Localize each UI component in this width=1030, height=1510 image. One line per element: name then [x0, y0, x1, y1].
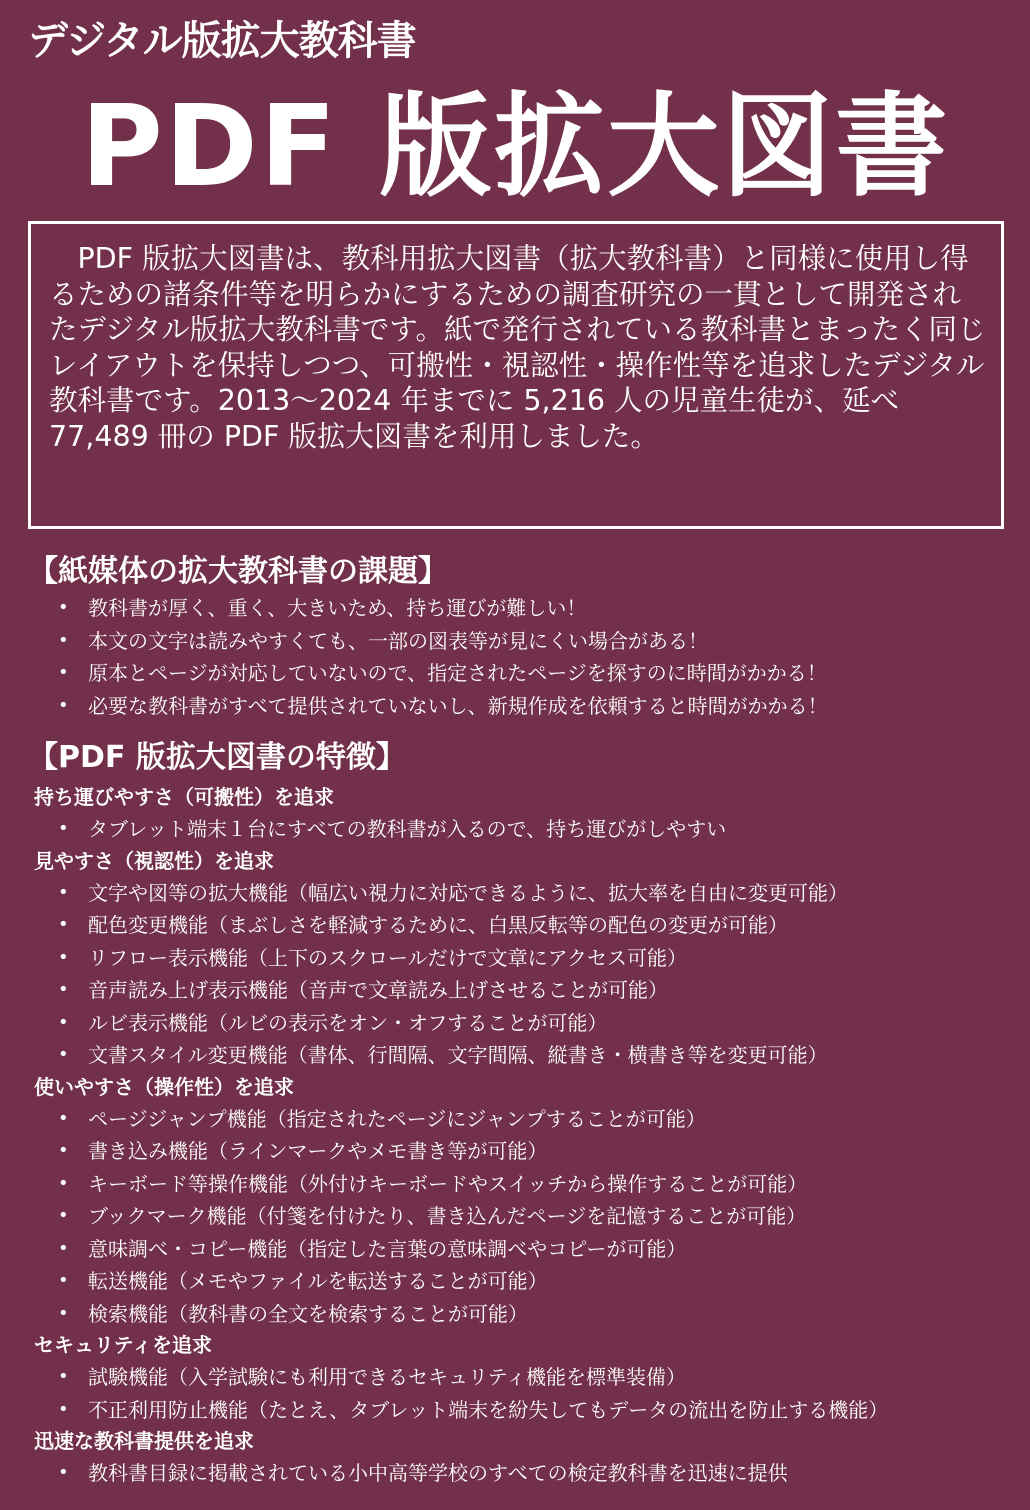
feature-item	[0, 1457, 1030, 1490]
feature-item	[0, 1265, 1030, 1298]
feature-item	[0, 1007, 1030, 1040]
bullet-icon: •	[58, 1205, 69, 1226]
feature-item	[0, 1103, 1030, 1136]
feature-group-title: セキュリティを追求	[34, 1333, 212, 1357]
feature-item	[0, 1200, 1030, 1233]
bullet-icon: •	[58, 1140, 69, 1161]
feature-text: ページジャンプ機能（指定されたページにジャンプすることが可能）	[88, 1106, 706, 1131]
bullet-icon: •	[58, 694, 69, 716]
bullet-icon: •	[58, 1462, 69, 1483]
issue-item	[0, 690, 1030, 723]
bullet-icon: •	[58, 1172, 69, 1194]
bullet-icon: •	[58, 1398, 69, 1420]
feature-group-operability	[0, 1072, 1030, 1331]
feature-list	[0, 1103, 1030, 1331]
feature-group-rapid-supply	[0, 1426, 1030, 1490]
feature-text: ブックマーク機能（付箋を付けたり、書き込んだページを記憶することが可能）	[88, 1204, 807, 1228]
feature-group-title: 使いやすさ（操作性）を追求	[34, 1074, 294, 1099]
feature-item	[0, 1298, 1030, 1331]
bullet-icon: •	[58, 1107, 69, 1129]
issue-text: 教科書が厚く、重く、大きいため、持ち運びが難しい！	[88, 596, 587, 620]
bullet-icon: •	[58, 597, 69, 618]
feature-item	[0, 974, 1030, 1007]
feature-text: 意味調べ・コピー機能（指定した言葉の意味調べやコピーが可能）	[88, 1236, 687, 1261]
feature-text: 教科書目録に掲載されている小中高等学校のすべての検定教科書を迅速に提供	[88, 1461, 788, 1485]
feature-list	[0, 877, 1030, 1072]
feature-item	[0, 1135, 1030, 1168]
intro-box	[28, 221, 1004, 529]
feature-item	[0, 1233, 1030, 1266]
issues-list	[0, 592, 1030, 722]
feature-list	[0, 1457, 1030, 1490]
bullet-icon: •	[58, 1302, 69, 1324]
feature-text: リフロー表示機能（上下のスクロールだけで文章にアクセス可能）	[88, 945, 687, 970]
bullet-icon: •	[58, 914, 69, 935]
feature-text: 試験機能（入学試験にも利用できるセキュリティ機能を標準装備）	[88, 1365, 686, 1389]
issue-item	[0, 625, 1030, 658]
issues-heading: 【紙媒体の拡大教科書の課題】	[28, 554, 448, 589]
issue-item	[0, 592, 1030, 625]
feature-item	[0, 1394, 1030, 1427]
feature-text: 文書スタイル変更機能（書体、行間隔、文字間隔、縦書き・横書き等を変更可能）	[88, 1043, 828, 1067]
feature-text: 音声読み上げ表示機能（音声で文章読み上げさせることが可能）	[88, 978, 668, 1002]
feature-text: ルビ表示機能（ルビの表示をオン・オフすることが可能）	[88, 1010, 608, 1035]
bullet-icon: •	[58, 818, 69, 839]
feature-list	[0, 1361, 1030, 1426]
feature-group-visibility	[0, 846, 1030, 1072]
bullet-icon: •	[58, 1011, 69, 1033]
issue-text: 必要な教科書がすべて提供されていないし、新規作成を依頼すると時間がかかる！	[88, 693, 828, 718]
feature-text: 検索機能（教科書の全文を検索することが可能）	[88, 1301, 528, 1326]
feature-item	[0, 1168, 1030, 1201]
bullet-icon: •	[58, 629, 69, 651]
bullet-icon: •	[58, 1044, 69, 1065]
feature-item	[0, 942, 1030, 975]
bullet-icon: •	[58, 662, 69, 683]
feature-item	[0, 909, 1030, 942]
feature-text: 不正利用防止機能（たとえ、タブレット端末を紛失してもデータの流出を防止する機能）	[88, 1397, 889, 1422]
page-subtitle: デジタル版拡大教科書	[28, 18, 416, 64]
feature-group-portability	[0, 782, 1030, 846]
bullet-icon: •	[58, 946, 69, 968]
issue-text: 原本とページが対応していないので、指定されたページを探すのに時間がかかる！	[88, 661, 827, 685]
issue-item	[0, 657, 1030, 690]
feature-list	[0, 813, 1030, 846]
bullet-icon: •	[58, 979, 69, 1000]
feature-item	[0, 877, 1030, 910]
feature-group-security	[0, 1330, 1030, 1426]
features-heading: 【PDF 版拡大図書の特徴】	[28, 740, 406, 775]
feature-text: キーボード等操作機能（外付けキーボードやスイッチから操作することが可能）	[88, 1171, 808, 1196]
feature-item	[0, 1039, 1030, 1072]
feature-text: 転送機能（メモやファイルを転送することが可能）	[88, 1269, 548, 1293]
issue-text: 本文の文字は読みやすくても、一部の図表等が見にくい場合がある！	[88, 628, 708, 653]
bullet-icon: •	[58, 1366, 69, 1387]
feature-group-title: 迅速な教科書提供を追求	[34, 1429, 254, 1453]
intro-text: PDF 版拡大図書は、教科用拡大図書（拡大教科書）と同様に使用し得るための諸条件等を明らかにするための調査研究の一貫として開発されたデジタル版拡大教科書です。紙で発行されている教科書とまったく同じレイアウトを保持しつつ、可搬性・視認性・操作性等を追求したデジタル教科書です。2013～2024 年までに 5,216 人の児童生徒が、延べ 77,489 冊の PDF 版拡大図書を利用しました。	[49, 242, 986, 453]
feature-group-title: 持ち運びやすさ（可搬性）を追求	[34, 785, 334, 809]
feature-item	[0, 1361, 1030, 1394]
feature-group-title: 見やすさ（視認性）を追求	[34, 848, 274, 873]
bullet-icon: •	[58, 881, 69, 903]
bullet-icon: •	[58, 1270, 69, 1291]
feature-item	[0, 813, 1030, 846]
page-title: PDF 版拡大図書	[80, 82, 950, 212]
feature-text: 配色変更機能（まぶしさを軽減するために、白黒反転等の配色の変更が可能）	[88, 913, 788, 937]
bullet-icon: •	[58, 1237, 69, 1259]
feature-text: 文字や図等の拡大機能（幅広い視力に対応できるように、拡大率を自由に変更可能）	[88, 880, 848, 905]
features-body	[0, 782, 1030, 1490]
feature-text: タブレット端末１台にすべての教科書が入るので、持ち運びがしやすい	[88, 817, 727, 841]
feature-text: 書き込み機能（ラインマークやメモ書き等が可能）	[88, 1139, 548, 1163]
